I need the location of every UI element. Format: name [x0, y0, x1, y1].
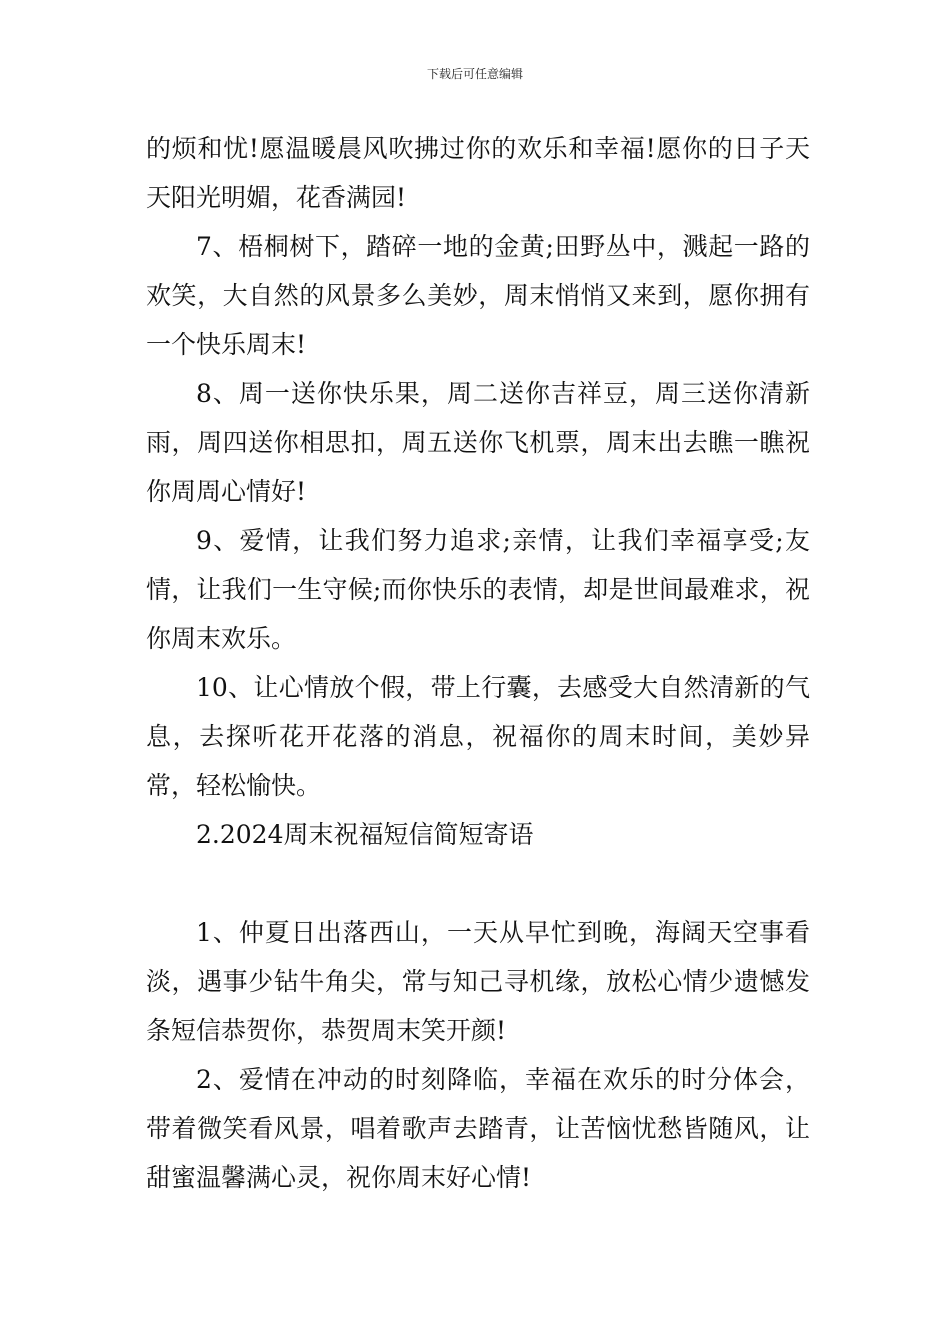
page-header: 下载后可任意编辑 — [426, 67, 523, 81]
section-heading: 2.2024周末祝福短信简短寄语 — [196, 820, 534, 849]
paragraph-item-2: 2、爱情在冲动的时刻降临，幸福在欢乐的时分体会，带着微笑看风景，唱着歌声去踏青，让苦恼忧愁皆随风，让甜蜜温馨满心灵，祝你周末好心情! — [146, 1065, 810, 1192]
paragraph-item-1: 1、仲夏日出落西山，一天从早忙到晚，海阔天空事看淡，遇事少钻牛角尖，常与知己寻机缘，放松心情少遗憾发条短信恭贺你，恭贺周末笑开颜! — [146, 918, 810, 1045]
section-spacer — [146, 859, 810, 908]
paragraph-item-8: 8、周一送你快乐果，周二送你吉祥豆，周三送你清新雨，周四送你相思扣，周五送你飞机票，周末出去瞧一瞧祝你周周心情好! — [146, 379, 810, 506]
paragraph-item-7: 7、梧桐树下，踏碎一地的金黄;田野丛中，溅起一路的欢笑，大自然的风景多么美妙，周末悄悄又来到，愿你拥有一个快乐周末! — [146, 232, 810, 359]
paragraph-item-9: 9、爱情，让我们努力追求;亲情，让我们幸福享受;友情，让我们一生守候;而你快乐的表情，却是世间最难求，祝你周末欢乐。 — [146, 526, 810, 653]
paragraph-continuation: 的烦和忧!愿温暖晨风吹拂过你的欢乐和幸福!愿你的日子天天阳光明媚，花香满园! — [146, 134, 810, 212]
paragraph-item-10: 10、让心情放个假，带上行囊，去感受大自然清新的气息，去探听花开花落的消息，祝福你的周末时间，美妙异常，轻松愉快。 — [146, 673, 810, 800]
document-body — [146, 124, 810, 1202]
